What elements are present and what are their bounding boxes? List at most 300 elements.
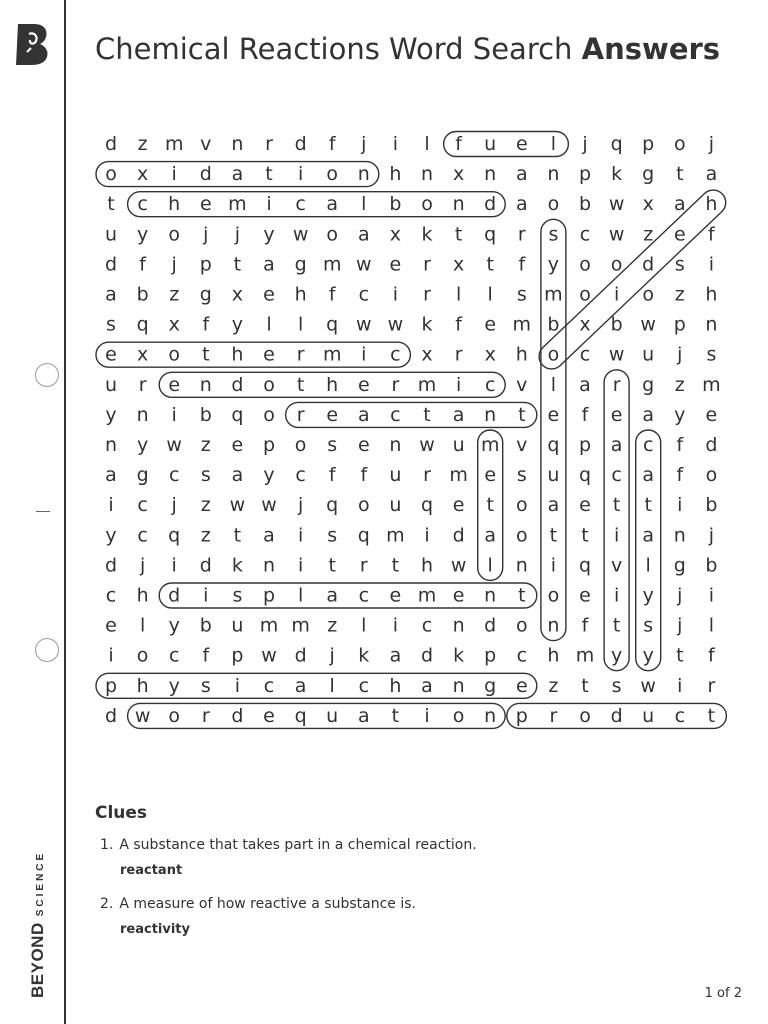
grid-letter: j (297, 494, 304, 517)
grid-letter: r (549, 704, 558, 727)
grid-letter: s (548, 223, 559, 246)
grid-letter: t (581, 674, 589, 697)
grid-letter: d (420, 644, 434, 667)
grid-letter: x (484, 343, 496, 366)
grid-letter: a (515, 163, 528, 186)
grid-letter: i (708, 253, 715, 276)
grid-letter: c (263, 674, 275, 697)
grid-letter: d (452, 524, 465, 547)
grid-letter: o (610, 253, 623, 276)
grid-letter: j (234, 223, 241, 246)
grid-letter: w (166, 434, 182, 456)
grid-letter: t (549, 524, 558, 547)
grid-letter: n (452, 614, 465, 637)
grid-letter: r (423, 253, 431, 276)
grid-letter: h (294, 283, 307, 306)
brand-vertical (28, 851, 48, 998)
grid-letter: u (389, 494, 402, 517)
grid-letter: a (105, 464, 117, 487)
grid-letter: x (579, 313, 591, 336)
grid-letter: z (200, 494, 211, 517)
grid-letter: q (168, 524, 181, 547)
grid-letter: i (550, 554, 557, 577)
grid-letter: y (105, 403, 117, 426)
grid-letter: q (484, 223, 497, 246)
grid-letter: m (322, 343, 342, 366)
grid-letter: i (171, 163, 177, 186)
grid-letter: x (136, 343, 149, 366)
grid-letter: o (673, 133, 686, 155)
grid-letter: r (391, 373, 400, 396)
clue-answer: reactivity (120, 922, 190, 937)
grid-letter: n (547, 163, 560, 186)
grid-letter: t (391, 554, 400, 577)
grid-letter: t (107, 193, 115, 216)
grid-letter: c (611, 464, 622, 487)
grid-letter: s (611, 674, 622, 697)
grid-letter: u (326, 704, 339, 727)
grid-letter: l (708, 614, 715, 637)
grid-letter: u (231, 614, 244, 637)
grid-letter: j (708, 524, 715, 547)
grid-letter: o (263, 373, 275, 396)
grid-letter: i (455, 373, 462, 396)
grid-letter: t (676, 163, 684, 186)
grid-letter: t (518, 403, 526, 426)
grid-letter: l (329, 674, 335, 697)
grid-letter: y (136, 223, 149, 246)
grid-letter: t (454, 223, 463, 246)
grid-letter: i (392, 283, 399, 306)
grid-letter: d (610, 704, 623, 727)
grid-letter: t (518, 584, 526, 607)
grid-letter: a (547, 494, 560, 517)
grid-letter: c (579, 223, 591, 246)
grid-letter: c (516, 644, 528, 667)
grid-letter: e (673, 223, 686, 246)
grid-letter: k (421, 313, 433, 336)
grid-letter: c (105, 584, 117, 607)
grid-letter: p (262, 584, 276, 607)
grid-letter: w (608, 193, 625, 216)
answer-loop-displacement (159, 583, 537, 608)
grid-letter: q (231, 403, 244, 426)
grid-letter: s (106, 313, 116, 336)
grid-letter: d (705, 434, 718, 456)
clue-question (95, 896, 735, 912)
grid-letter: i (424, 524, 430, 547)
grid-letter: c (168, 464, 180, 487)
grid-letter: l (297, 313, 304, 336)
grid-letter: n (104, 434, 118, 456)
grid-letter: h (547, 644, 560, 667)
grid-letter: f (676, 434, 684, 456)
grid-letter: c (295, 193, 306, 216)
grid-letter: g (136, 464, 149, 487)
grid-letter: k (453, 644, 465, 667)
grid-letter: a (484, 524, 497, 547)
grid-letter: t (486, 253, 494, 276)
grid-letter: b (389, 193, 402, 216)
grid-letter: r (612, 373, 621, 396)
grid-letter: c (137, 494, 148, 517)
grid-letter: r (265, 133, 273, 155)
grid-letter: e (515, 674, 528, 697)
grid-letter: e (705, 403, 718, 426)
grid-letter: p (515, 704, 528, 727)
grid-letter: d (294, 644, 307, 667)
grid-letter: c (295, 464, 306, 487)
grid-letter: g (484, 674, 497, 697)
grid-letter: o (421, 193, 433, 216)
grid-letter: a (389, 644, 402, 667)
grid-letter: p (199, 253, 212, 276)
grid-letter: s (643, 614, 654, 637)
grid-letter: a (642, 464, 655, 487)
grid-letter: d (199, 163, 212, 186)
grid-letter: x (168, 313, 180, 336)
grid-letter: o (705, 464, 718, 487)
grid-letter: f (328, 283, 336, 306)
grid-letter: y (168, 674, 180, 697)
clue-number: 1. (100, 837, 114, 853)
grid-letter: j (677, 614, 683, 637)
clues-heading: Clues (95, 803, 148, 823)
grid-letter: e (326, 403, 339, 426)
grid-letter: w (134, 704, 151, 727)
grid-letter: d (199, 554, 212, 577)
answer-loops (96, 132, 731, 729)
brand-sub: SCIENCE (35, 850, 46, 917)
grid-letter: h (389, 674, 402, 697)
grid-letter: m (164, 133, 184, 155)
grid-letter: r (296, 343, 305, 366)
grid-letter: f (676, 464, 684, 487)
grid-letter: m (228, 193, 247, 216)
grid-letter: m (702, 373, 721, 396)
grid-letter: q (547, 434, 560, 456)
clue-question (95, 837, 735, 853)
grid-letter: l (487, 283, 493, 306)
grid-letter: t (296, 373, 305, 396)
grid-letter: l (550, 373, 557, 396)
grid-letter: o (547, 584, 560, 607)
grid-letter: e (610, 403, 623, 426)
grid-letter: q (578, 464, 592, 487)
grid-letter: t (233, 524, 242, 547)
grid-letter: e (263, 283, 275, 306)
grid-letter: a (231, 464, 244, 487)
grid-letter: c (390, 403, 401, 426)
grid-letter: f (328, 133, 336, 155)
grid-letter: q (326, 313, 339, 336)
grid-letter: w (292, 223, 309, 246)
grid-letter: j (677, 584, 683, 607)
grid-letter: c (484, 373, 496, 396)
grid-letter: w (608, 343, 625, 366)
grid-letter: w (229, 494, 246, 517)
grid-letter: o (515, 494, 528, 517)
grid-letter: a (105, 283, 117, 306)
grid-letter: f (360, 464, 368, 487)
answer-loop-synthesis (541, 219, 566, 640)
grid-letter: e (231, 434, 244, 456)
grid-letter: n (705, 313, 718, 336)
grid-letter: m (575, 644, 595, 667)
grid-letter: d (104, 554, 118, 577)
grid-letter: e (105, 343, 117, 366)
grid-letter: a (515, 193, 528, 216)
grid-letter: q (136, 313, 149, 336)
clues-section (95, 803, 735, 955)
grid-letter: p (578, 434, 592, 456)
grid-letter: k (358, 644, 370, 667)
grid-letter: g (199, 283, 212, 306)
grid-letter: k (611, 163, 623, 186)
grid-letter: y (136, 434, 149, 456)
clue-number: 2. (100, 896, 114, 912)
grid-letter: w (387, 313, 404, 336)
grid-letter: f (139, 253, 146, 276)
grid-letter: t (328, 554, 336, 577)
grid-letter: t (202, 343, 210, 366)
grid-letter: s (674, 253, 685, 276)
grid-letter: l (487, 554, 493, 577)
grid-letter: c (674, 704, 686, 727)
grid-letter: a (673, 193, 686, 216)
grid-letter: b (547, 313, 560, 336)
grid-letter: g (673, 554, 686, 577)
grid-letter: x (389, 223, 402, 246)
grid-letter: k (231, 554, 243, 577)
grid-letter: i (361, 343, 367, 366)
grid-letter: u (484, 133, 497, 155)
grid-letter: v (516, 373, 528, 396)
answer-loop-fuel (444, 132, 569, 157)
grid-letter: x (642, 193, 654, 216)
grid-letter: e (579, 584, 591, 607)
grid-letter: m (449, 464, 468, 487)
grid-letter: o (105, 163, 117, 186)
grid-letter: e (484, 464, 497, 487)
grid-letter: j (361, 133, 367, 155)
grid-letter: p (262, 434, 276, 456)
grid-letter: l (297, 584, 304, 607)
grid-letter: d (231, 704, 244, 727)
grid-letter: i (613, 584, 620, 607)
grid-letter: q (578, 554, 592, 577)
grid-letter: o (168, 223, 181, 246)
grid-letter: w (608, 223, 625, 246)
grid-letter: i (297, 163, 304, 186)
grid-letter: z (169, 283, 180, 306)
grid-letter: x (136, 163, 149, 186)
grid-letter: o (294, 434, 307, 456)
grid-letter: n (484, 403, 497, 426)
grid-letter: p (642, 133, 655, 155)
grid-letter: h (326, 373, 339, 396)
grid-letter: l (455, 283, 462, 306)
grid-letter: w (419, 434, 435, 456)
grid-letter: d (231, 373, 244, 396)
grid-letter: o (642, 283, 655, 306)
grid-letter: a (357, 403, 370, 426)
grid-letter: t (265, 163, 273, 186)
grid-letter: w (356, 253, 372, 276)
grid-letter: i (203, 584, 209, 607)
grid-letter: n (515, 554, 528, 577)
grid-letter: a (452, 403, 465, 426)
grid-letter: y (547, 253, 560, 276)
grid-letter: e (389, 253, 402, 276)
grid-letter: r (201, 704, 210, 727)
grid-letter: i (424, 704, 430, 727)
grid-letter: f (708, 644, 715, 667)
answer-loop-chemicalbond (128, 192, 506, 217)
grid-letter: r (138, 373, 147, 396)
grid-letter: v (610, 554, 623, 577)
grid-letter: e (263, 704, 275, 727)
grid-letter: o (357, 494, 370, 517)
grid-letter: y (642, 644, 654, 667)
grid-letter: n (231, 133, 244, 155)
grid-letter: p (484, 644, 497, 667)
grid-letter: n (199, 373, 212, 396)
grid-letter: q (420, 494, 434, 517)
grid-letter: o (515, 614, 528, 637)
grid-letter: t (707, 704, 716, 727)
grid-letters (105, 133, 721, 727)
grid-letter: e (105, 614, 117, 637)
grid-letter: u (104, 223, 118, 246)
grid-letter: d (294, 133, 307, 155)
grid-letter: f (202, 313, 210, 336)
grid-letter: n (673, 524, 686, 547)
grid-letter: a (294, 674, 307, 697)
grid-letter: m (417, 373, 437, 396)
grid-letter: h (168, 193, 181, 216)
grid-letter: h (136, 674, 149, 697)
grid-letter: w (261, 644, 277, 667)
grid-letter: l (361, 614, 367, 637)
grid-letter: m (512, 313, 532, 336)
grid-letter: i (108, 644, 114, 667)
grid-letter: b (578, 193, 592, 216)
grid-letter: i (171, 554, 177, 577)
grid-letter: t (581, 524, 589, 547)
grid-letter: l (424, 133, 430, 155)
grid-letter: i (613, 283, 620, 306)
grid-letter: t (612, 494, 621, 517)
grid-letter: i (708, 584, 715, 607)
grid-letter: a (642, 403, 655, 426)
grid-letter: i (392, 614, 399, 637)
grid-letter: t (233, 253, 242, 276)
grid-letter: o (579, 283, 591, 306)
grid-letter: u (389, 464, 402, 487)
grid-letter: a (421, 674, 433, 697)
grid-letter: c (168, 644, 180, 667)
grid-letter: e (357, 434, 370, 456)
grid-letter: a (263, 253, 275, 276)
grid-letter: u (642, 704, 655, 727)
grid-letter: o (168, 343, 181, 366)
grid-letter: s (232, 584, 243, 607)
clue-item (95, 896, 735, 937)
grid-letter: y (642, 584, 654, 607)
grid-letter: q (610, 133, 623, 155)
clue-item (95, 837, 735, 878)
title-main: Chemical Reactions Word Search (95, 32, 573, 66)
grid-letter: e (484, 313, 497, 336)
grid-letter: n (420, 163, 434, 186)
grid-letter: e (515, 133, 528, 155)
grid-letter: t (423, 403, 431, 426)
grid-letter: s (200, 464, 211, 487)
grid-letter: k (421, 223, 433, 246)
grid-letter: d (168, 584, 181, 607)
grid-letter: p (578, 163, 592, 186)
grid-letter: e (579, 494, 591, 517)
grid-letter: l (550, 133, 557, 155)
grid-letter: j (582, 133, 588, 155)
grid-letter: o (579, 253, 591, 276)
grid-letter: l (361, 193, 367, 216)
grid-letter: h (136, 584, 149, 607)
grid-letter: f (581, 614, 589, 637)
grid-letter: n (484, 163, 497, 186)
grid-letter: z (200, 434, 211, 456)
grid-letter: t (644, 494, 652, 517)
grid-letter: v (200, 133, 212, 155)
grid-letter: o (515, 524, 528, 547)
grid-letter: r (454, 343, 463, 366)
grid-letter: a (610, 434, 623, 456)
grid-letter: c (358, 283, 370, 306)
grid-letter: u (104, 373, 118, 396)
grid-letter: d (642, 253, 655, 276)
grid-letter: i (108, 494, 114, 517)
grid-letter: j (329, 644, 335, 667)
grid-letter: n (136, 403, 149, 426)
grid-letter: w (450, 554, 467, 577)
grid-letter: z (674, 373, 685, 396)
grid-letter: m (322, 253, 342, 276)
grid-letter: h (231, 343, 244, 366)
grid-letter: g (642, 163, 655, 186)
grid-letter: m (417, 584, 437, 607)
grid-letter: x (421, 343, 433, 366)
grid-letter: y (263, 464, 275, 487)
grid-letter: n (484, 584, 497, 607)
grid-letter: s (200, 674, 211, 697)
grid-letter: r (359, 554, 368, 577)
grid-letter: p (231, 644, 244, 667)
grid-letter: c (579, 343, 591, 366)
grid-letter: m (291, 614, 310, 637)
grid-letter: q (294, 704, 307, 727)
grid-letter: f (455, 133, 462, 155)
grid-letter: m (259, 614, 279, 637)
grid-letter: z (200, 524, 211, 547)
grid-letter: j (677, 343, 683, 366)
grid-letter: m (386, 524, 405, 547)
grid-letter: r (296, 403, 305, 426)
grid-letter: u (642, 343, 655, 366)
grid-letter: b (610, 313, 623, 336)
grid-letter: l (139, 614, 146, 637)
grid-letter: l (266, 313, 272, 336)
